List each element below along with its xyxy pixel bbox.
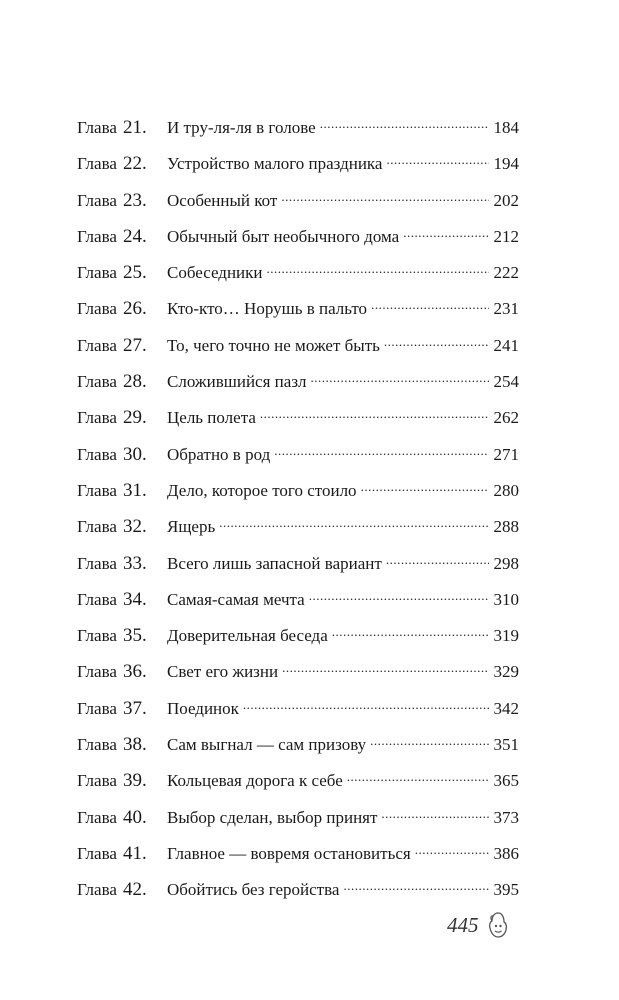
toc-entry	[77, 261, 519, 297]
chapter-page: 329	[493, 662, 519, 682]
chapter-number: 36.	[123, 661, 147, 683]
chapter-title: Устройство малого праздника	[167, 154, 383, 174]
chapter-title: Дело, которое того стоило	[167, 480, 357, 500]
toc-entry	[77, 842, 519, 878]
chapter-page: 212	[493, 226, 519, 246]
dot-leader	[381, 806, 489, 823]
chapter-page: 288	[493, 517, 519, 537]
chapter-title: Обойтись без геройства	[167, 880, 340, 900]
chapter-number: 26.	[123, 298, 147, 320]
toc-entry	[77, 334, 519, 370]
toc-entry	[77, 588, 519, 624]
dot-leader	[309, 588, 489, 605]
toc-entry	[77, 769, 519, 805]
chapter-number: 30.	[123, 443, 147, 465]
chapter-page: 202	[493, 190, 519, 210]
chapter-number: 35.	[123, 625, 147, 647]
chapter-number: 23.	[123, 189, 147, 211]
toc-entry	[77, 406, 519, 442]
chapter-title: Самая-самая мечта	[167, 589, 305, 609]
chapter-number: 28.	[123, 371, 147, 393]
toc-entry	[77, 806, 519, 842]
chapter-number: 21.	[123, 117, 147, 138]
dot-leader	[415, 842, 489, 859]
toc-entry	[77, 697, 519, 733]
chapter-page: 386	[493, 843, 519, 863]
chapter-page: 342	[493, 698, 519, 718]
chapter-title: Собеседники	[167, 263, 263, 283]
chapter-word: Глава	[77, 589, 117, 609]
dot-leader	[347, 769, 489, 786]
chapter-word: Глава	[77, 263, 117, 283]
chapter-title: Особенный кот	[167, 190, 278, 210]
chapter-number: 40.	[123, 806, 147, 828]
chapter-title: Поединок	[167, 698, 239, 718]
toc-entry	[77, 225, 519, 261]
chapter-word: Глава	[77, 226, 117, 246]
chapter-title: И тру-ля-ля в голове	[167, 118, 316, 137]
chapter-word: Глава	[77, 372, 117, 392]
page-footer	[447, 911, 509, 939]
chapter-title: Доверительная беседа	[167, 626, 328, 646]
chapter-page: 222	[493, 263, 519, 283]
chapter-title: Главное — вовремя остановиться	[167, 843, 411, 863]
chapter-title: Цель полета	[167, 408, 256, 428]
chapter-page: 351	[493, 735, 519, 755]
chapter-page: 231	[493, 299, 519, 319]
dot-leader	[320, 116, 489, 133]
chapter-title: Всего лишь запасной вариант	[167, 553, 382, 573]
chapter-word: Глава	[77, 517, 117, 537]
chapter-number: 42.	[123, 879, 147, 901]
dot-leader	[371, 297, 489, 314]
chapter-word: Глава	[77, 626, 117, 646]
chapter-number: 39.	[123, 770, 147, 792]
chapter-number: 41.	[123, 842, 147, 864]
chapter-word: Глава	[77, 698, 117, 718]
toc-entry	[77, 189, 519, 225]
chapter-word: Глава	[77, 771, 117, 791]
dot-leader	[370, 733, 489, 750]
chapter-title: Ящерь	[167, 517, 216, 537]
chapter-page: 319	[493, 626, 519, 646]
chapter-word: Глава	[77, 662, 117, 682]
chapter-word: Глава	[77, 843, 117, 863]
page-number: 445	[447, 912, 479, 937]
chapter-word: Глава	[77, 735, 117, 755]
toc-entry	[77, 297, 519, 333]
dot-leader	[267, 261, 489, 278]
chapter-number: 38.	[123, 734, 147, 756]
chapter-page: 271	[493, 444, 519, 464]
chapter-title: Сам выгнал — сам призову	[167, 735, 367, 755]
dot-leader	[281, 189, 489, 206]
chapter-word: Глава	[77, 480, 117, 500]
dot-leader	[384, 334, 489, 351]
toc-entry	[77, 116, 519, 152]
dot-leader	[260, 406, 489, 423]
chapter-page: 280	[493, 480, 519, 500]
toc-entry	[77, 878, 519, 914]
toc-entry	[77, 624, 519, 660]
toc-entry	[77, 660, 519, 696]
toc-entry	[77, 552, 519, 588]
dot-leader	[386, 152, 489, 169]
chapter-number: 22.	[123, 153, 147, 175]
chapter-title: Кольцевая дорога к себе	[167, 771, 343, 791]
mouse-icon	[487, 911, 509, 939]
chapter-number: 34.	[123, 588, 147, 610]
chapter-word: Глава	[77, 299, 117, 319]
dot-leader	[274, 443, 489, 460]
dot-leader	[343, 878, 489, 895]
chapter-number: 33.	[123, 552, 147, 574]
chapter-page: 365	[493, 771, 519, 791]
chapter-number: 24.	[123, 225, 147, 247]
chapter-page: 194	[493, 154, 519, 174]
chapter-title: То, чего точно не может быть	[167, 335, 380, 355]
chapter-number: 25.	[123, 262, 147, 284]
chapter-title: Выбор сделан, выбор принят	[167, 807, 378, 827]
dot-leader	[282, 660, 489, 677]
chapter-word: Глава	[77, 190, 117, 210]
toc-entry	[77, 370, 519, 406]
chapter-page: 298	[493, 553, 519, 573]
dot-leader	[311, 370, 489, 387]
chapter-word: Глава	[77, 880, 117, 900]
chapter-word: Глава	[77, 408, 117, 428]
chapter-number: 27.	[123, 334, 147, 356]
chapter-word: Глава	[77, 118, 117, 137]
chapter-number: 31.	[123, 479, 147, 501]
chapter-number: 29.	[123, 407, 147, 429]
chapter-page: 184	[493, 118, 519, 137]
chapter-title: Обратно в род	[167, 444, 271, 464]
dot-leader	[243, 697, 489, 714]
chapter-page: 254	[493, 372, 519, 392]
chapter-page: 310	[493, 589, 519, 609]
toc-entry	[77, 443, 519, 479]
dot-leader	[332, 624, 489, 641]
table-of-contents	[77, 116, 519, 915]
dot-leader	[386, 552, 489, 569]
chapter-title: Обычный быт необычного дома	[167, 226, 400, 246]
chapter-word: Глава	[77, 154, 117, 174]
chapter-word: Глава	[77, 444, 117, 464]
toc-entry	[77, 479, 519, 515]
chapter-title: Свет его жизни	[167, 662, 279, 682]
toc-entry	[77, 733, 519, 769]
chapter-title: Кто-кто… Норушь в пальто	[167, 299, 368, 319]
chapter-page: 262	[493, 408, 519, 428]
dot-leader	[219, 515, 489, 532]
chapter-word: Глава	[77, 335, 117, 355]
chapter-title: Сложившийся пазл	[167, 372, 307, 392]
chapter-number: 32.	[123, 516, 147, 538]
chapter-page: 373	[493, 807, 519, 827]
chapter-word: Глава	[77, 807, 117, 827]
toc-entry	[77, 515, 519, 551]
dot-leader	[403, 225, 489, 242]
chapter-page: 241	[493, 335, 519, 355]
dot-leader	[361, 479, 489, 496]
toc-entry	[77, 152, 519, 188]
chapter-number: 37.	[123, 697, 147, 719]
chapter-word: Глава	[77, 553, 117, 573]
chapter-page: 395	[493, 880, 519, 900]
